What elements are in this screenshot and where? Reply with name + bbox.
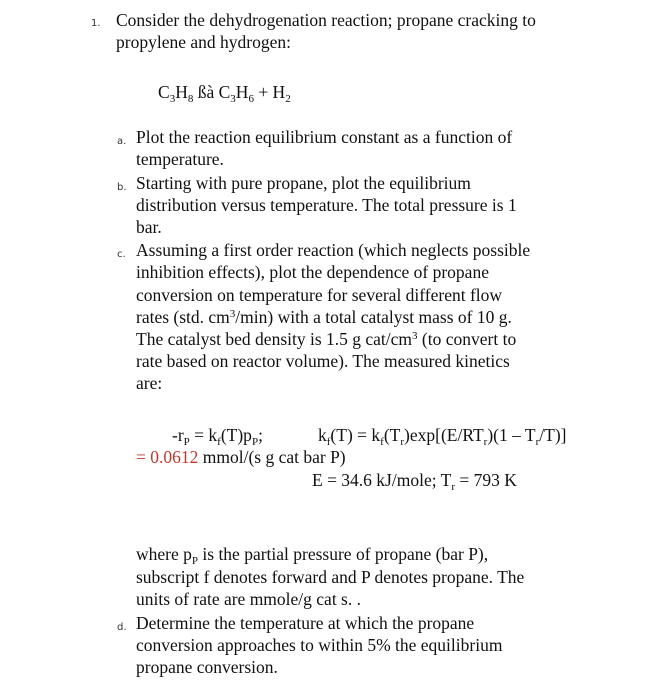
where-line-3: units of rate are mmole/g cat s. . bbox=[136, 589, 361, 609]
question-number: 1. bbox=[91, 18, 101, 29]
part-c-line-3: conversion on temperature for several different flow bbox=[136, 285, 503, 305]
reaction-arrow: ßà bbox=[197, 82, 215, 102]
part-b-marker: b. bbox=[117, 182, 127, 193]
part-b-line-1: Starting with pure propane, plot the equilibrium bbox=[136, 173, 471, 193]
rate-constant-expression: $k_f(T) = k_f(T_r)\exp[(E/RT_r)(1 - T_r/T)]$ bbox=[318, 425, 567, 448]
activation-energy-line: E = 34.6 kJ/mole; $T_r = 793$ K bbox=[312, 470, 517, 493]
part-a-line-2: temperature. bbox=[136, 149, 224, 169]
rate-constant-value: = 0.0612 mmol/(s g cat bar P) bbox=[136, 447, 346, 467]
where-line-2: subscript f denotes forward and P denotes propane. The bbox=[136, 567, 525, 587]
part-d-line-1: Determine the temperature at which the propane bbox=[136, 613, 475, 633]
rate-constant-number: 0.0612 bbox=[150, 447, 199, 467]
reaction-equation: $C_3H_8$ ßà $C_3H_6 + H_2$ bbox=[158, 82, 291, 105]
part-a-line-1: Plot the reaction equilibrium constant as a function of bbox=[136, 127, 513, 147]
where-line-1: where $p_P$ is the partial pressure of propane (bar P), bbox=[136, 544, 489, 567]
part-c-line-6: rate based on reactor volume). The measured kinetics bbox=[136, 351, 510, 371]
part-d-line-2: conversion approaches to within 5% the equilibrium bbox=[136, 635, 503, 655]
part-a-marker: a. bbox=[117, 136, 127, 147]
part-c-line-7: are: bbox=[136, 373, 163, 393]
part-d-marker: d. bbox=[117, 622, 127, 633]
part-b-line-2: distribution versus temperature. The total pressure is 1 bbox=[136, 195, 517, 215]
part-b-line-3: bar. bbox=[136, 217, 162, 237]
part-c-line-1: Assuming a first order reaction (which neglects possible bbox=[136, 240, 531, 260]
part-c-marker: c. bbox=[117, 249, 126, 260]
part-c-line-2: inhibition effects), plot the dependence of propane bbox=[136, 262, 489, 282]
intro-line-1: Consider the dehydrogenation reaction; propane cracking to bbox=[116, 10, 536, 30]
rate-expression: $-r_P = k_f(T)p_P$; bbox=[172, 425, 263, 448]
part-d-line-3: propane conversion. bbox=[136, 657, 278, 677]
part-c-line-4: rates (std. $cm^3/\min$) with a total catalyst mass of 10 g. bbox=[136, 307, 512, 327]
intro-line-2: propylene and hydrogen: bbox=[116, 32, 291, 52]
part-c-line-5: The catalyst bed density is 1.5 g cat/$cm^3$ (to convert to bbox=[136, 329, 517, 349]
